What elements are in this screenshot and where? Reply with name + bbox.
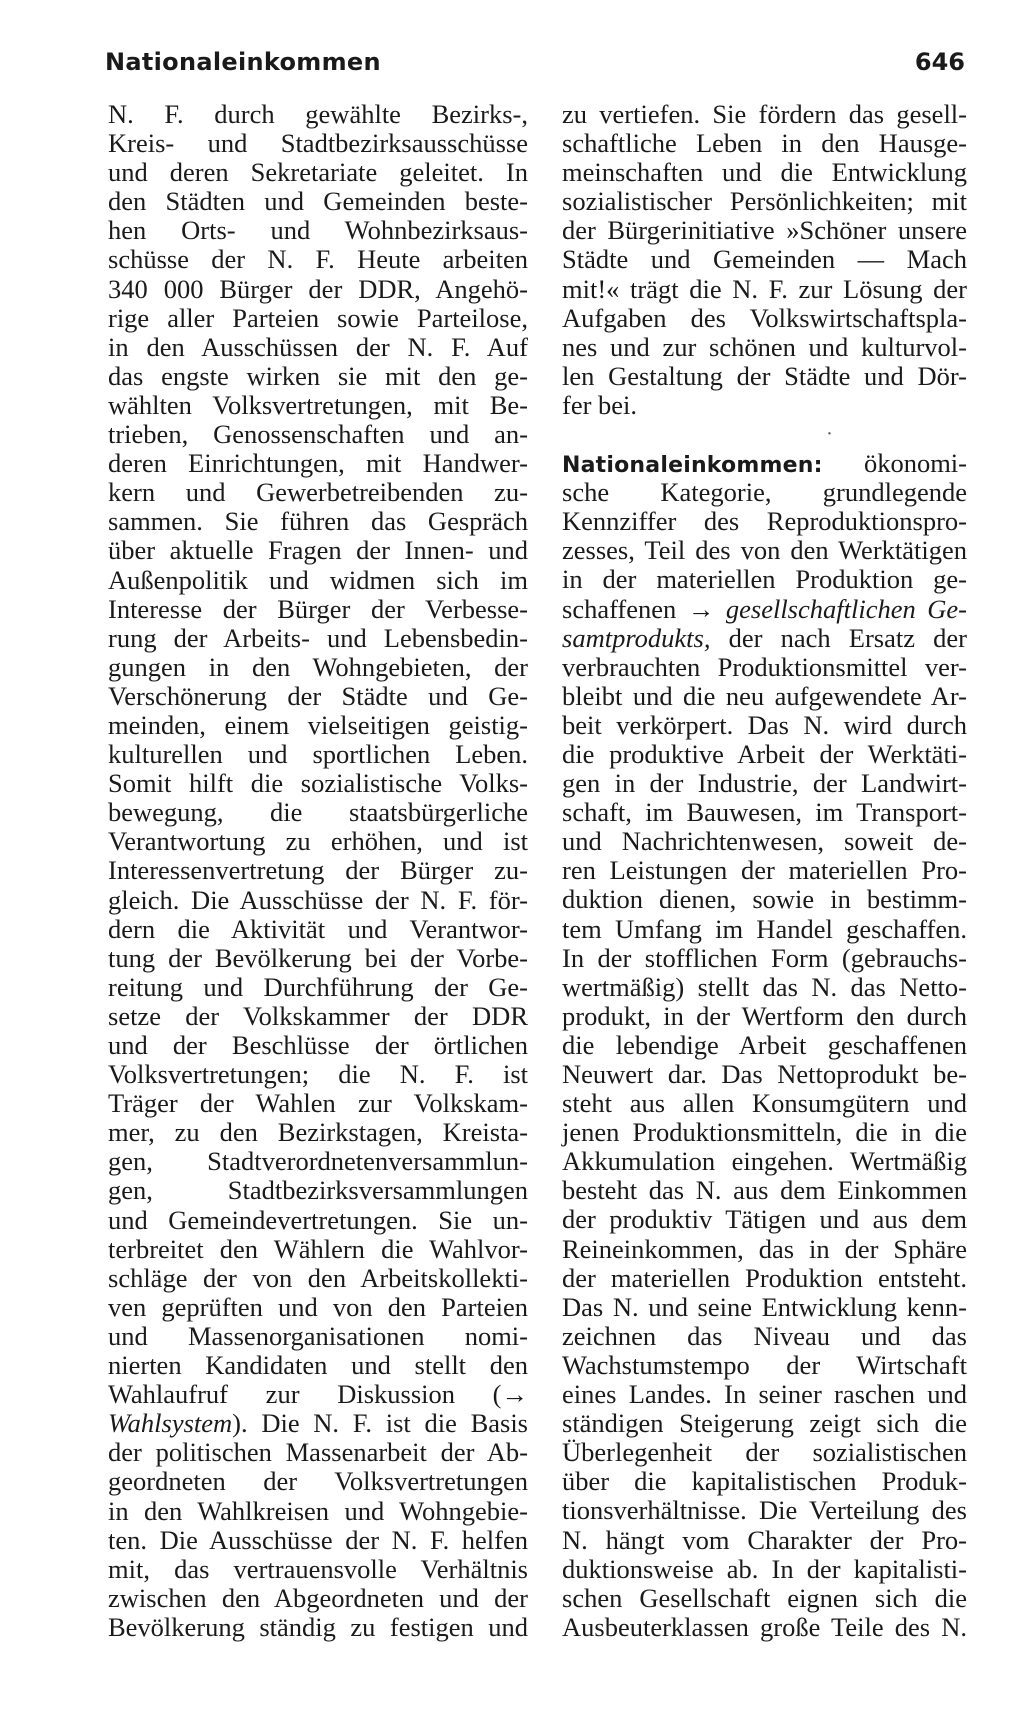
text-line: Volksvertretungen; die N. F. ist bbox=[108, 1059, 528, 1090]
text-line: Kennziffer des Reproduktionspro- bbox=[562, 506, 967, 537]
text-line: nes und zur schönen und kulturvol- bbox=[562, 331, 967, 362]
text-line: und Gemeindevertretungen. Sie un- bbox=[108, 1204, 528, 1235]
cross-reference-gesamtprodukt-cont[interactable]: samtprodukts, bbox=[562, 622, 711, 653]
text-line: sozialistischer Persönlichkeiten; mit bbox=[562, 186, 967, 217]
text-line: besteht das N. aus dem Einkommen bbox=[562, 1175, 967, 1206]
text-line: rung der Arbeits- und Lebensbedin- bbox=[108, 622, 528, 653]
text-line: wertmäßig) stellt das N. das Netto- bbox=[562, 971, 967, 1002]
text-line: ten. Die Ausschüsse der N. F. helfen bbox=[108, 1524, 528, 1555]
text-line: zesses, Teil des von den Werktätigen bbox=[562, 535, 967, 566]
text-line: Aufgaben des Volkswirtschaftspla- bbox=[562, 302, 967, 333]
text-line: Das N. und seine Entwicklung kenn- bbox=[562, 1291, 967, 1322]
text-line: Verschönerung der Städte und Ge- bbox=[108, 680, 528, 711]
text-line: verbrauchten Produktionsmittel ver- bbox=[562, 651, 967, 682]
text-line: und Nachrichtenwesen, soweit de- bbox=[562, 826, 967, 857]
text-line: mit, das vertrauensvolle Verhältnis bbox=[108, 1553, 528, 1584]
text-line: meinden, einem vielseitigen geistig- bbox=[108, 709, 528, 740]
text-line: kulturellen und sportlichen Leben. bbox=[108, 739, 528, 770]
text-line: Überlegenheit der sozialistischen bbox=[562, 1437, 967, 1468]
text-line: Reineinkommen, das in der Sphäre bbox=[562, 1233, 967, 1264]
text-line: dern die Aktivität und Verantwor- bbox=[108, 913, 528, 944]
text-line-xref: samtprodukts, der nach Ersatz der bbox=[562, 622, 967, 653]
text-line: bewegung, die staatsbürgerliche bbox=[108, 797, 528, 828]
text-line: Ausbeuterklassen große Teile des N. bbox=[562, 1611, 967, 1642]
text-line: Außenpolitik und widmen sich im bbox=[108, 564, 528, 595]
text-line: jenen Produktionsmitteln, die in die bbox=[562, 1117, 967, 1148]
text-line: 340 000 Bürger der DDR, Angehö- bbox=[108, 273, 528, 304]
text-line: geordneten der Volksvertretungen bbox=[108, 1466, 528, 1497]
separator-dot: · bbox=[826, 423, 833, 446]
text-line: gungen in den Wohngebieten, der bbox=[108, 651, 528, 682]
text-line: setze der Volkskammer der DDR bbox=[108, 1000, 528, 1031]
text-line: schüsse der N. F. Heute arbeiten bbox=[108, 244, 528, 275]
text-line: ven geprüften und von den Parteien bbox=[108, 1291, 528, 1322]
text-line: nierten Kandidaten und stellt den bbox=[108, 1350, 528, 1381]
text-line: zwischen den Abgeordneten und der bbox=[108, 1582, 528, 1613]
text-line: und Massenorganisationen nomi- bbox=[108, 1320, 528, 1351]
text-line: das engste wirken sie mit den ge- bbox=[108, 360, 528, 391]
text-line: duktionsweise ab. In der kapitalisti- bbox=[562, 1553, 967, 1584]
text-line: Interessenvertretung der Bürger zu- bbox=[108, 855, 528, 886]
text-line: wählten Volksvertretungen, mit Be- bbox=[108, 389, 528, 420]
text-line: zu vertiefen. Sie fördern das gesell- bbox=[562, 99, 967, 129]
text-line: bleibt und die neu aufgewendete Ar- bbox=[562, 680, 967, 711]
text-line: sche Kategorie, grundlegende bbox=[562, 477, 967, 508]
text-line: der produktiv Tätigen und aus dem bbox=[562, 1204, 967, 1235]
text-line: gen in der Industrie, der Landwirt- bbox=[562, 768, 967, 799]
text-line: N. F. durch gewählte Bezirks-, bbox=[108, 99, 528, 129]
text-line: mer, zu den Bezirkstagen, Kreista- bbox=[108, 1117, 528, 1148]
cross-reference-wahlsystem[interactable]: Wahlsystem bbox=[108, 1408, 233, 1439]
text-line: Interesse der Bürger der Verbesse- bbox=[108, 593, 528, 624]
text-line: sammen. Sie führen das Gespräch bbox=[108, 506, 528, 537]
text-line: terbreitet den Wählern die Wahlvor- bbox=[108, 1233, 528, 1264]
text-line: N. hängt vom Charakter der Pro- bbox=[562, 1524, 967, 1555]
arrow-icon: → bbox=[687, 593, 715, 624]
text-line: zeichnen das Niveau und das bbox=[562, 1320, 967, 1351]
text-line: der Bürgerinitiative »Schöner unsere bbox=[562, 215, 967, 246]
text-line: tem Umfang im Handel geschaffen. bbox=[562, 913, 967, 944]
text-line: rige aller Parteien sowie Parteilose, bbox=[108, 302, 528, 333]
entry-headword: Nationaleinkommen: bbox=[562, 453, 823, 479]
text-line: Träger der Wahlen zur Volkskam- bbox=[108, 1088, 528, 1119]
text-line: über die kapitalistischen Produk- bbox=[562, 1466, 967, 1497]
text-line: fer bei. bbox=[562, 389, 638, 420]
text-line: über aktuelle Fragen der Innen- und bbox=[108, 535, 528, 566]
text-line: Bevölkerung ständig zu festigen und bbox=[108, 1611, 528, 1642]
text-line: steht aus allen Konsumgütern und bbox=[562, 1088, 967, 1119]
text-line: Kreis- und Stadtbezirksausschüsse bbox=[108, 128, 528, 159]
text-line: hen Orts- und Wohnbezirksaus- bbox=[108, 215, 528, 246]
text-line-xref: Wahlsystem). Die N. F. ist die Basis bbox=[108, 1408, 528, 1439]
text-line: die produktive Arbeit der Werktäti- bbox=[562, 738, 967, 769]
text-line: gen, Stadtbezirksversammlungen bbox=[108, 1175, 528, 1206]
text-line: beit verkörpert. Das N. wird durch bbox=[562, 709, 967, 740]
text-line: und der Beschlüsse der örtlichen bbox=[108, 1030, 528, 1060]
text-line: in der materiellen Produktion ge- bbox=[562, 564, 967, 595]
text-line: schaftliche Leben in den Hausge- bbox=[562, 128, 967, 159]
text-line: und deren Sekretariate geleitet. In bbox=[108, 157, 528, 188]
text-line: Wachstumstempo der Wirtschaft bbox=[562, 1349, 967, 1380]
text-line: in den Ausschüssen der N. F. Auf bbox=[108, 331, 528, 362]
text-line: trieben, Genossenschaften und an- bbox=[108, 419, 528, 450]
text-line: eines Landes. In seiner raschen und bbox=[562, 1379, 967, 1410]
text-line: Neuwert dar. Das Nettoprodukt be- bbox=[562, 1059, 967, 1089]
right-column bbox=[562, 100, 967, 1642]
text-line: Somit hilft die sozialistische Volks- bbox=[108, 768, 528, 799]
cross-reference-gesamtprodukt[interactable]: gesellschaftlichen Ge- bbox=[725, 593, 968, 624]
text-line: tung der Bevölkerung bei der Vorbe- bbox=[108, 942, 528, 973]
text-line: schläge der von den Arbeitskollekti- bbox=[108, 1262, 528, 1293]
page-number: 646 bbox=[914, 48, 965, 76]
text-line: mit!« trägt die N. F. zur Lösung der bbox=[562, 273, 967, 304]
text-line: tionsverhältnisse. Die Verteilung des bbox=[562, 1495, 967, 1526]
text-line: die lebendige Arbeit geschaffenen bbox=[562, 1029, 967, 1060]
text-line: In der stofflichen Form (gebrauchs- bbox=[562, 942, 967, 973]
text-line: produkt, in der Wertform den durch bbox=[562, 1000, 967, 1031]
text-line: meinschaften und die Entwicklung bbox=[562, 157, 967, 188]
text-line: schaft, im Bauwesen, im Transport- bbox=[562, 797, 967, 828]
text-line: deren Einrichtungen, mit Handwer- bbox=[108, 448, 528, 479]
left-column bbox=[108, 100, 528, 1642]
text-line: len Gestaltung der Städte und Dör- bbox=[562, 360, 967, 391]
text-line: duktion dienen, sowie in bestimm- bbox=[562, 884, 967, 915]
text-line-xref-arrow: Wahlaufruf zur Diskussion (→ bbox=[108, 1379, 528, 1410]
running-head bbox=[105, 48, 965, 84]
text-line: Städte und Gemeinden — Mach bbox=[562, 244, 967, 275]
text-line: der materiellen Produktion entsteht. bbox=[562, 1262, 967, 1293]
text-line: kern und Gewerbetreibenden zu- bbox=[108, 477, 528, 508]
text-line: der politischen Massenarbeit der Ab- bbox=[108, 1437, 528, 1468]
text-line: in den Wahlkreisen und Wohngebie- bbox=[108, 1495, 528, 1526]
text-line-xref: schaffenen → gesellschaftlichen Ge- bbox=[562, 593, 968, 624]
text-line: schen Gesellschaft eignen sich die bbox=[562, 1582, 967, 1613]
text-line: den Städten und Gemeinden beste- bbox=[108, 186, 528, 217]
text-line: ren Leistungen der materiellen Pro- bbox=[562, 855, 967, 886]
running-head-keyword: Nationaleinkommen bbox=[105, 48, 381, 76]
text-line: ständigen Steigerung zeigt sich die bbox=[562, 1408, 967, 1439]
entry-first-line: Nationaleinkommen: ökonomi- bbox=[562, 448, 967, 479]
text-line: reitung und Durchführung der Ge- bbox=[108, 971, 528, 1002]
text-line: Verantwortung zu erhöhen, und ist bbox=[108, 826, 528, 857]
text-line: gleich. Die Ausschüsse der N. F. för- bbox=[108, 884, 528, 915]
text-line: Akkumulation eingehen. Wertmäßig bbox=[562, 1146, 967, 1177]
text-line: gen, Stadtverordnetenversammlun- bbox=[108, 1146, 528, 1177]
